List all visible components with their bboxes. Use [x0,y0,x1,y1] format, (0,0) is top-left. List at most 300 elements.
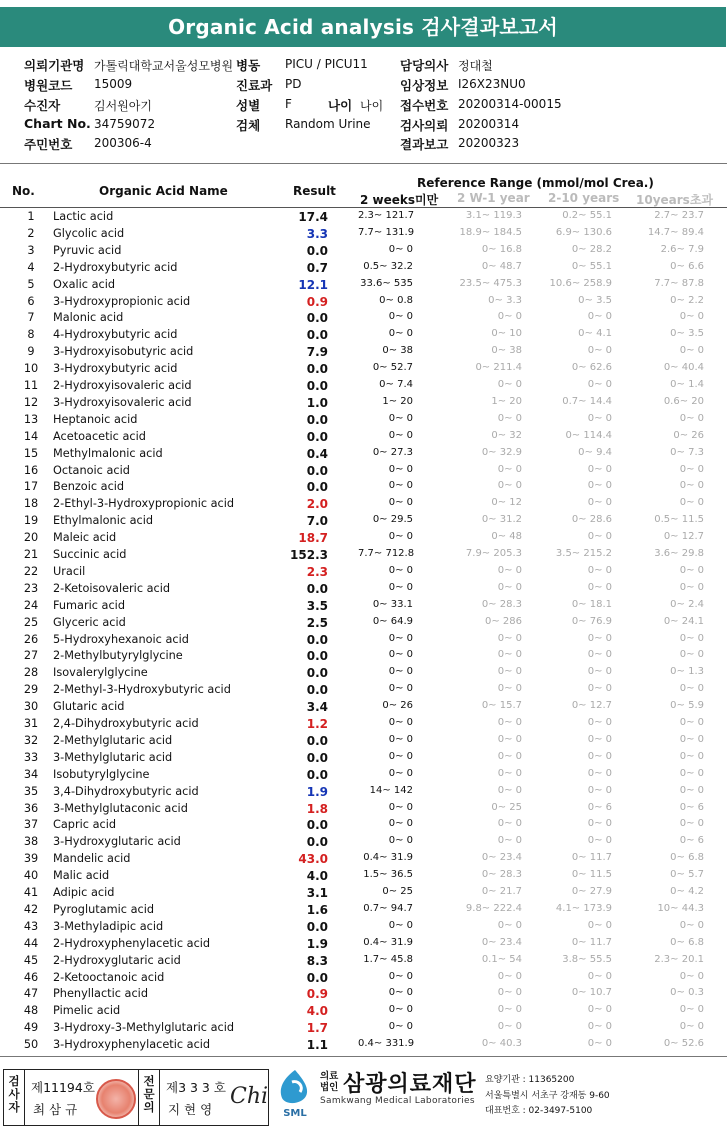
report-date-label: 결과보고 [400,137,449,152]
row-ref-2w-1y: 0~ 28.3 [481,869,522,881]
divider [0,163,727,164]
row-name: Isobutyrylglycine [53,767,150,781]
row-result: 0.0 [306,649,328,664]
row-ref-2weeks: 7.7~ 712.8 [358,548,415,559]
row-ref-2-10y: 0~ 11.7 [571,852,612,864]
row-ref-10y-plus: 0~ 0 [679,683,704,695]
row-ref-2weeks: 1.5~ 36.5 [363,869,413,881]
age: 나이 [360,99,384,113]
row-no: 43 [23,919,39,933]
table-row [0,479,727,496]
row-name: Glycolic acid [53,226,125,240]
row-name: Benzoic acid [53,480,125,494]
row-ref-10y-plus: 7.7~ 87.8 [654,277,704,289]
row-ref-10y-plus: 0~ 1.4 [670,379,704,390]
row-name: 2-Ethyl-3-Hydroxypropionic acid [53,497,235,511]
row-ref-2w-1y: 0~ 38 [491,345,522,357]
row-ref-10y-plus: 0~ 6.8 [670,936,704,948]
row-name: 2-Ketooctanoic acid [53,970,165,984]
row-ref-2weeks: 0~ 0 [388,632,413,644]
row-ref-2weeks: 1~ 20 [382,395,413,407]
sml-logo-icon [272,1068,318,1120]
row-no: 2 [27,226,35,240]
row-no: 1 [27,210,35,223]
row-ref-2w-1y: 0~ 48.7 [481,260,522,272]
row-name: Fumaric acid [53,598,125,612]
row-ref-2-10y: 0~ 0 [587,1021,612,1033]
row-result: 0.0 [306,683,328,698]
row-result: 3.4 [306,700,328,715]
row-no: 37 [23,818,39,832]
row-ref-2weeks: 0~ 0 [388,1021,413,1033]
row-ref-2weeks: 0~ 38 [382,345,413,357]
row-ref-2w-1y: 0~ 40.3 [481,1038,522,1050]
row-no: 50 [23,1038,39,1052]
row-name: Mandelic acid [53,852,131,866]
logo-text: SML [283,1108,307,1119]
table-row [0,327,727,344]
row-ref-2-10y: 0~ 0 [587,412,612,424]
divider [24,1070,25,1125]
row-ref-10y-plus: 0~ 0 [679,311,704,323]
row-ref-2w-1y: 0~ 0 [497,733,522,745]
row-result: 17.4 [298,210,328,224]
row-ref-2w-1y: 0~ 0 [497,970,522,982]
row-ref-10y-plus: 0~ 4.2 [670,886,704,897]
row-no: 10 [23,362,39,376]
row-ref-2-10y: 0~ 0 [587,632,612,644]
row-name: Pimelic acid [53,1004,121,1018]
ward: PICU / PICU11 [285,57,368,71]
row-ref-2w-1y: 0~ 10 [491,328,522,340]
row-ref-10y-plus: 0~ 0 [679,345,704,357]
row-ref-2-10y: 0~ 3.5 [578,294,612,306]
age-label: 나이 [328,98,353,113]
row-no: 36 [23,801,39,815]
row-result: 0.0 [306,733,328,748]
row-no: 24 [23,598,39,612]
row-no: 45 [23,953,39,967]
ward-label: 병동 [236,58,261,73]
table-row [0,226,727,243]
row-name: Capric acid [53,818,117,832]
row-no: 25 [23,615,39,629]
row-ref-2-10y: 0~ 9.4 [578,446,612,458]
table-row [0,648,727,665]
specimen: Random Urine [285,117,371,131]
table-row [0,277,727,294]
row-result: 0.0 [306,429,328,444]
row-result: 0.0 [306,328,328,343]
row-result: 1.6 [306,902,328,917]
row-no: 15 [23,446,39,460]
org-name: 삼광의료재단 [343,1072,477,1097]
row-ref-2w-1y: 0~ 28.3 [481,598,522,610]
row-ref-2w-1y: 0~ 0 [497,683,522,695]
row-ref-2weeks: 0.7~ 94.7 [363,902,413,914]
row-result: 0.0 [306,750,328,765]
table-row [0,632,727,649]
table-row [0,209,727,226]
row-ref-2weeks: 0~ 0 [388,412,413,424]
row-ref-2-10y: 0~ 0 [587,531,612,543]
row-name: Adipic acid [53,886,115,899]
row-name: 2-Hydroxyisovaleric acid [53,379,192,392]
row-no: 38 [23,835,39,849]
row-result: 0.0 [306,970,328,985]
row-ref-2weeks: 2.3~ 121.7 [358,210,415,221]
row-ref-2-10y: 0~ 0 [587,970,612,982]
row-ref-2-10y: 0~ 0 [587,835,612,847]
row-ref-2-10y: 0~ 0 [587,649,612,661]
row-ref-2w-1y: 0~ 0 [497,463,522,475]
row-name: Ethylmalonic acid [53,514,154,528]
row-ref-10y-plus: 0~ 0 [679,1021,704,1033]
header-divider [0,207,727,208]
clinical-info: I26X23NU0 [458,77,526,91]
row-name: 3-Hydroxybutyric acid [53,362,178,376]
row-ref-2weeks: 0~ 0 [388,767,413,779]
row-ref-10y-plus: 0~ 0 [679,564,704,576]
table-row [0,429,727,446]
row-ref-2w-1y: 0~ 0 [497,835,522,847]
table-row [0,378,727,395]
row-ref-10y-plus: 3.6~ 29.8 [654,548,704,559]
table-row [0,682,727,699]
doctor: 정대철 [458,59,493,73]
table-row [0,395,727,412]
row-name: 3-Hydroxyphenylacetic acid [53,1038,211,1052]
row-ref-2w-1y: 0~ 0 [497,480,522,492]
row-result: 1.7 [306,1021,328,1036]
table-row [0,260,727,277]
row-ref-2weeks: 0.5~ 32.2 [363,260,413,272]
table-row [0,834,727,851]
row-result: 0.9 [306,294,328,309]
row-result: 0.9 [306,987,328,1002]
row-ref-2weeks: 0~ 33.1 [372,598,413,610]
row-ref-2-10y: 0~ 0 [587,480,612,492]
row-ref-2-10y: 0~ 0 [587,818,612,830]
row-ref-2w-1y: 0~ 3.3 [488,294,522,306]
row-ref-2weeks: 0~ 0 [388,717,413,728]
row-ref-2-10y: 0~ 0 [587,750,612,762]
row-name: Glyceric acid [53,615,126,629]
row-ref-10y-plus: 0~ 3.5 [670,328,704,340]
row-ref-2w-1y: 3.1~ 119.3 [465,210,522,221]
row-ref-10y-plus: 2.7~ 23.7 [654,210,704,221]
hospital-code: 15009 [94,77,133,91]
table-row [0,817,727,834]
row-ref-10y-plus: 0~ 52.6 [663,1038,704,1050]
row-ref-2weeks: 0~ 0 [388,818,413,830]
row-no: 21 [23,548,39,561]
row-result: 152.3 [290,548,328,562]
table-row [0,1003,727,1020]
row-ref-2-10y: 0~ 0 [587,564,612,576]
clinical-info-label: 임상정보 [400,78,449,93]
row-ref-10y-plus: 0~ 0 [679,480,704,492]
row-ref-2weeks: 0~ 0 [388,970,413,982]
row-ref-2w-1y: 0~ 211.4 [475,362,522,374]
row-no: 16 [23,463,39,477]
row-ref-2weeks: 0~ 0 [388,497,413,509]
row-name: 3-Hydroxyisobutyric acid [53,345,194,359]
row-ref-10y-plus: 0~ 0 [679,970,704,982]
row-no: 22 [23,564,39,578]
row-ref-2weeks: 0~ 25 [382,886,413,897]
row-result: 0.0 [306,818,328,833]
row-no: 5 [27,277,35,291]
row-name: Isovalerylglycine [53,666,148,680]
table-row [0,1020,727,1037]
row-name: 2-Ketoisovaleric acid [53,581,171,595]
row-ref-2weeks: 0~ 0 [388,666,413,678]
row-result: 1.0 [306,395,328,410]
row-result: 1.8 [306,801,328,816]
row-ref-2weeks: 0~ 29.5 [372,514,413,526]
row-no: 8 [27,328,35,342]
row-ref-2w-1y: 0~ 0 [497,987,522,999]
row-result: 12.1 [298,277,328,292]
row-ref-2weeks: 0~ 0 [388,750,413,762]
row-ref-2-10y: 0~ 62.6 [571,362,612,374]
divider [159,1070,160,1125]
row-ref-2w-1y: 23.5~ 475.3 [459,277,522,289]
row-no: 33 [23,750,39,764]
row-ref-2w-1y: 0~ 286 [484,615,522,627]
table-row [0,936,727,953]
row-result: 0.0 [306,311,328,326]
table-row [0,970,727,987]
collector-label: 수진자 [24,98,61,113]
row-ref-2weeks: 0~ 0 [388,683,413,695]
row-ref-2-10y: 0~ 0 [587,767,612,779]
table-row [0,784,727,801]
row-ref-2weeks: 0~ 26 [382,700,413,712]
row-ref-2w-1y: 0~ 0 [497,412,522,424]
row-ref-2-10y: 0~ 0 [587,666,612,678]
table-row [0,513,727,530]
row-ref-2w-1y: 0~ 0 [497,750,522,762]
row-ref-2-10y: 0~ 27.9 [571,886,612,897]
row-ref-2weeks: 7.7~ 131.9 [358,226,415,238]
row-result: 1.9 [306,784,328,799]
row-ref-2w-1y: 0~ 0 [497,311,522,323]
row-no: 26 [23,632,39,646]
row-no: 6 [27,294,35,308]
row-result: 0.7 [306,260,328,275]
specimen-label: 검체 [236,118,261,133]
row-ref-2-10y: 0~ 114.4 [565,429,612,441]
row-ref-2weeks: 0.4~ 31.9 [363,852,413,864]
row-ref-10y-plus: 0.5~ 11.5 [654,514,704,526]
row-result: 2.5 [306,615,328,630]
row-ref-2w-1y: 0~ 31.2 [481,514,522,526]
row-ref-2w-1y: 0~ 15.7 [481,700,522,712]
row-result: 0.0 [306,767,328,782]
row-ref-2weeks: 0~ 0 [388,835,413,847]
row-ref-10y-plus: 0~ 0.3 [670,987,704,999]
row-no: 12 [23,395,39,409]
examiner-seal [96,1079,136,1119]
row-ref-2w-1y: 1~ 20 [491,395,522,407]
row-no: 47 [23,987,39,1001]
row-result: 0.0 [306,835,328,850]
row-ref-10y-plus: 0~ 0 [679,750,704,762]
table-row [0,412,727,429]
row-ref-2-10y: 0~ 11.5 [571,869,612,881]
row-no: 44 [23,936,39,950]
row-no: 42 [23,902,39,916]
row-name: Pyruvic acid [53,243,122,257]
examiner-label: 검사자 [8,1074,20,1114]
row-ref-2weeks: 0~ 0 [388,987,413,999]
hospital-code-label: 병원코드 [24,78,73,93]
signature-box [3,1069,269,1126]
row-name: 2-Methyl-3-Hydroxybutyric acid [53,683,231,697]
row-name: 2-Hydroxyglutaric acid [53,953,181,967]
row-ref-10y-plus: 0~ 6.8 [670,852,704,864]
table-row [0,953,727,970]
row-ref-2w-1y: 0~ 0 [497,767,522,779]
row-result: 0.0 [306,581,328,596]
table-row [0,1037,727,1054]
row-ref-2-10y: 0.7~ 14.4 [562,395,612,407]
row-result: 0.4 [306,446,328,461]
table-row [0,733,727,750]
col-ref-header: Reference Range (mmol/mol Crea.) [417,176,654,190]
row-no: 28 [23,666,39,680]
table-row [0,665,727,682]
table-row [0,885,727,902]
row-ref-2weeks: 0~ 64.9 [372,615,413,627]
row-name: 3-Hydroxyisovaleric acid [53,395,192,409]
row-ref-2-10y: 0~ 0 [587,1004,612,1016]
ref-col-10y-plus: 10years초과 [636,193,714,207]
receipt-no-label: 접수번호 [400,98,449,113]
row-ref-2-10y: 0~ 0 [587,1038,612,1050]
row-ref-2w-1y: 0~ 0 [497,632,522,644]
row-result: 43.0 [298,852,328,867]
row-ref-10y-plus: 0~ 40.4 [663,362,704,374]
row-name: 3,4-Dihydroxybutyric acid [53,784,199,798]
row-ref-2-10y: 0~ 0 [587,497,612,509]
row-ref-2w-1y: 18.9~ 184.5 [459,226,522,238]
row-result: 0.0 [306,412,328,427]
row-ref-2w-1y: 0~ 48 [491,531,522,543]
row-no: 39 [23,852,39,866]
row-ref-2weeks: 0~ 0 [388,919,413,931]
table-row [0,294,727,311]
row-ref-10y-plus: 0~ 1.3 [670,666,704,678]
table-row [0,530,727,547]
row-name: Maleic acid [53,531,117,545]
row-name: Heptanoic acid [53,412,138,426]
row-no: 7 [27,311,35,325]
row-ref-2w-1y: 0~ 21.7 [481,886,522,897]
row-no: 30 [23,700,39,714]
row-ref-2w-1y: 0~ 0 [497,784,522,796]
row-no: 18 [23,497,39,511]
examiner-name: 최 삼 규 [33,1102,78,1117]
row-ref-10y-plus: 0.6~ 20 [663,395,704,407]
row-no: 29 [23,683,39,697]
row-ref-2weeks: 0.4~ 31.9 [363,936,413,948]
row-ref-2weeks: 0~ 0 [388,311,413,323]
collector: 김서원아기 [94,99,152,113]
row-ref-2-10y: 0.2~ 55.1 [562,210,612,221]
row-ref-2weeks: 0~ 0 [388,649,413,661]
row-name: 3-Hydroxypropionic acid [53,294,191,308]
row-ref-2-10y: 0~ 0 [587,717,612,728]
table-row [0,581,727,598]
org-english: Samkwang Medical Laboratories [320,1096,475,1106]
row-no: 17 [23,480,39,494]
row-ref-2w-1y: 0.1~ 54 [481,953,522,965]
row-ref-2-10y: 10.6~ 258.9 [549,277,612,289]
row-ref-2weeks: 0~ 0 [388,581,413,593]
divider [138,1070,139,1125]
row-name: Methylmalonic acid [53,446,163,460]
row-result: 4.0 [306,869,328,884]
row-ref-2w-1y: 0~ 32.9 [481,446,522,458]
row-name: Uracil [53,564,86,578]
row-result: 18.7 [298,531,328,546]
row-result: 7.0 [306,514,328,529]
patient-info [0,52,727,162]
row-result: 7.9 [306,345,328,360]
row-ref-2weeks: 0~ 0 [388,564,413,576]
address: 서울특별시 서초구 강재동 9-60 [485,1091,610,1101]
requesting-org: 가톨릭대학교서울성모병원 [94,59,234,73]
row-ref-2-10y: 0~ 0 [587,683,612,695]
receipt-no: 20200314-00015 [458,97,562,111]
row-no: 31 [23,717,39,730]
row-name: 2-Methylbutyrylglycine [53,649,183,663]
table-row [0,243,727,260]
row-ref-2weeks: 0~ 0 [388,480,413,492]
row-ref-2weeks: 0~ 27.3 [372,446,413,458]
row-no: 32 [23,733,39,747]
row-result: 2.0 [306,497,328,512]
row-ref-2w-1y: 0~ 0 [497,564,522,576]
row-ref-2weeks: 0~ 0 [388,531,413,543]
row-ref-2weeks: 0~ 0 [388,429,413,441]
row-ref-10y-plus: 0~ 0 [679,632,704,644]
table-row [0,801,727,818]
row-ref-2-10y: 0~ 0 [587,784,612,796]
row-ref-2-10y: 0~ 0 [587,581,612,593]
dept: PD [285,77,302,91]
row-result: 0.0 [306,379,328,393]
row-name: 5-Hydroxyhexanoic acid [53,632,189,646]
row-no: 3 [27,243,35,257]
row-ref-2-10y: 0~ 11.7 [571,936,612,948]
row-name: Acetoacetic acid [53,429,146,443]
table-row [0,496,727,513]
specialist-license: 제3 3 3 호 [166,1080,226,1095]
row-name: 2,4-Dihydroxybutyric acid [53,717,199,730]
row-ref-2weeks: 0~ 0 [388,733,413,745]
chart-no-label: Chart No. [24,116,91,131]
row-ref-2weeks: 0~ 0.8 [379,294,413,306]
row-ref-2w-1y: 0~ 12 [491,497,522,509]
sex-label: 성별 [236,98,261,113]
row-name: 2-Methylglutaric acid [53,733,173,747]
row-ref-2w-1y: 0~ 16.8 [481,243,522,255]
row-name: Lactic acid [53,210,114,223]
